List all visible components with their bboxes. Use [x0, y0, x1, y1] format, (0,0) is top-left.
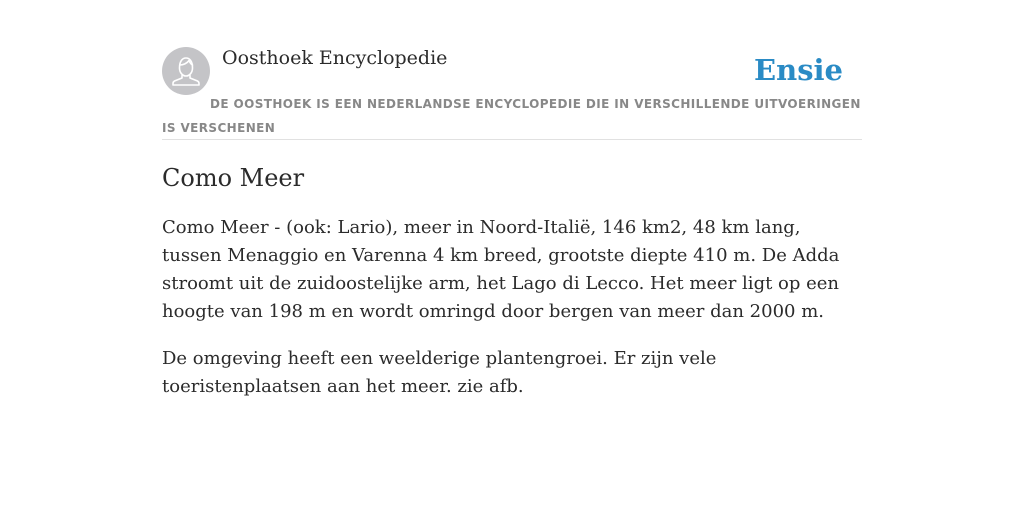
header-divider	[162, 139, 862, 140]
article-paragraph: Como Meer - (ook: Lario), meer in Noord-Italië, 146 km2, 48 km lang, tussen Menaggio en Varenna 4 km breed, grootste diepte 410 m. De Adda stroomt uit de zuidoostelijke arm, het Lago di Lecco. Het meer ligt op een hoogte van 198 m en wordt omringd door bergen van meer dan 2000 m.	[162, 217, 840, 322]
article	[162, 162, 862, 401]
source-tagline: DE OOSTHOEK IS EEN NEDERLANDSE ENCYCLOPEDIE DIE IN VERSCHILLENDE UITVOERINGEN IS VERSCHENEN	[162, 97, 861, 135]
source-name[interactable]: Oosthoek Encyclopedie	[222, 47, 448, 69]
source-avatar[interactable]	[162, 47, 210, 95]
ensie-logo[interactable]: Ensie	[754, 53, 843, 87]
article-paragraph: De omgeving heeft een weelderige plantengroei. Er zijn vele toeristenplaatsen aan het meer. zie afb.	[162, 348, 717, 397]
article-title: Como Meer	[162, 164, 305, 192]
user-icon	[162, 47, 210, 95]
